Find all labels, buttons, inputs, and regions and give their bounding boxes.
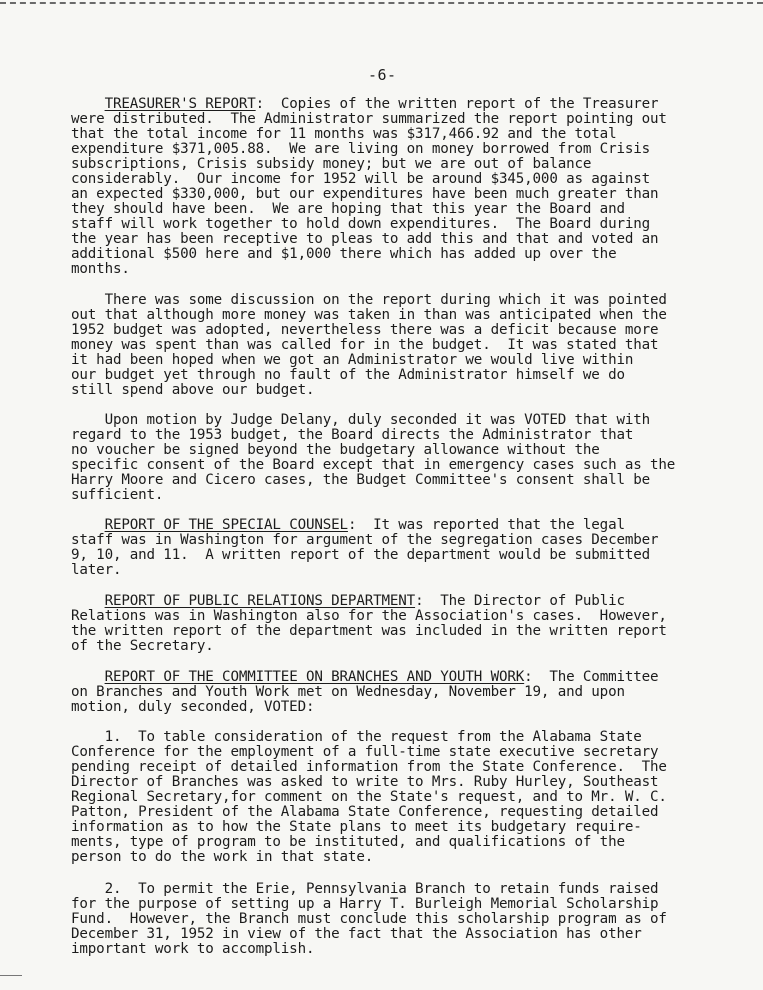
vote-item-2: 2. To permit the Erie, Pennsylvania Branch to retain funds raised for the purpose of setting up a Harry T. Burleigh Memorial Scholarship Fund. However, the Branch must conclude this scholarship program as of December 31, 1952 in view of the fact that the Association has other important work to accomplish. bbox=[71, 881, 667, 957]
text-line: were distributed. The Administrator summarized the report pointing out bbox=[71, 111, 667, 127]
text-line: subscriptions, Crisis subsidy money; but we are out of balance bbox=[71, 156, 592, 172]
branches-committee-body: on Branches and Youth Work met on Wednesday, November 19, and upon motion, duly seconded, VOTED: bbox=[71, 684, 625, 715]
public-relations-first-line: : The Director of Public bbox=[415, 593, 625, 609]
text-line: the year has been receptive to pleas to add this and that and voted an bbox=[71, 231, 659, 247]
treasurer-report-first-line: : Copies of the written report of the Treasurer bbox=[255, 96, 659, 112]
treasurer-report-paragraph bbox=[71, 97, 667, 277]
branches-committee-heading: REPORT OF THE COMMITTEE ON BRANCHES AND YOUTH WORK bbox=[104, 669, 525, 685]
special-counsel-heading: REPORT OF THE SPECIAL COUNSEL bbox=[104, 517, 348, 533]
text-line: an expected $330,000, but our expenditures have been much greater than bbox=[71, 186, 659, 202]
text-line: staff will work together to hold down expenditures. The Board during bbox=[71, 216, 651, 232]
margin-mark bbox=[0, 975, 22, 976]
text-line: expenditure $371,005.88. We are living on money borrowed from Crisis bbox=[71, 141, 651, 157]
special-counsel-body: staff was in Washington for argument of the segregation cases December 9, 10, and 11. A written report of the department would be submitted later. bbox=[71, 532, 659, 578]
public-relations-heading: REPORT OF PUBLIC RELATIONS DEPARTMENT bbox=[104, 593, 416, 609]
text-line: they should have been. We are hoping that this year the Board and bbox=[71, 201, 625, 217]
vote-item-1: 1. To table consideration of the request from the Alabama State Conference for the employment of a full-time state executive secretary pending receipt of detailed information from the State Conference. The Director of Branches was asked to write to Mrs. Ruby Hurley, Southeast Regional Secretary,for comment on the State's request, and to Mr. W. C. Patton, President of the Alabama State Conference, requesting detailed information as to how the State plans to meet its budgetary require- ments, type of program to be instituted, and qualifications of the person to do the work in that state. bbox=[71, 729, 667, 865]
text-line: additional $500 here and $1,000 there which has added up over the bbox=[71, 246, 617, 262]
special-counsel-first-line: : It was reported that the legal bbox=[347, 517, 625, 533]
text-line: that the total income for 11 months was $317,466.92 and the total bbox=[71, 126, 617, 142]
top-dashed-rule bbox=[0, 2, 763, 4]
special-counsel-paragraph bbox=[71, 518, 658, 578]
judge-delany-motion-paragraph: Upon motion by Judge Delany, duly seconded it was VOTED that with regard to the 1953 budget, the Board directs the Administrator that no voucher be signed beyond the budgetary allowance without the specific consent of the Board except that in emergency cases such as the Harry Moore and Cicero cases, the Budget Committee's consent shall be sufficient. bbox=[71, 412, 676, 503]
branches-committee-paragraph bbox=[71, 670, 658, 715]
budget-discussion-paragraph: There was some discussion on the report during which it was pointed out that although more money was taken in than was anticipated when the 1952 budget was adopted, nevertheless there was a deficit because more money was spent than was called for in the budget. It was stated that it had been hoped when we got an Administrator we would live within our budget yet through no fault of the Administrator himself we do still spend above our budget. bbox=[71, 292, 667, 398]
public-relations-body: Relations was in Washington also for the Association's cases. However, the written report of the department was included in the written report of the Secretary. bbox=[71, 608, 667, 654]
text-line: months. bbox=[71, 261, 130, 277]
treasurer-report-heading: TREASURER'S REPORT bbox=[104, 96, 256, 112]
page-number: -6- bbox=[368, 66, 397, 84]
public-relations-paragraph bbox=[71, 594, 667, 654]
text-line: considerably. Our income for 1952 will be around $345,000 as against bbox=[71, 171, 651, 187]
branches-committee-first-line: : The Committee bbox=[524, 669, 659, 685]
